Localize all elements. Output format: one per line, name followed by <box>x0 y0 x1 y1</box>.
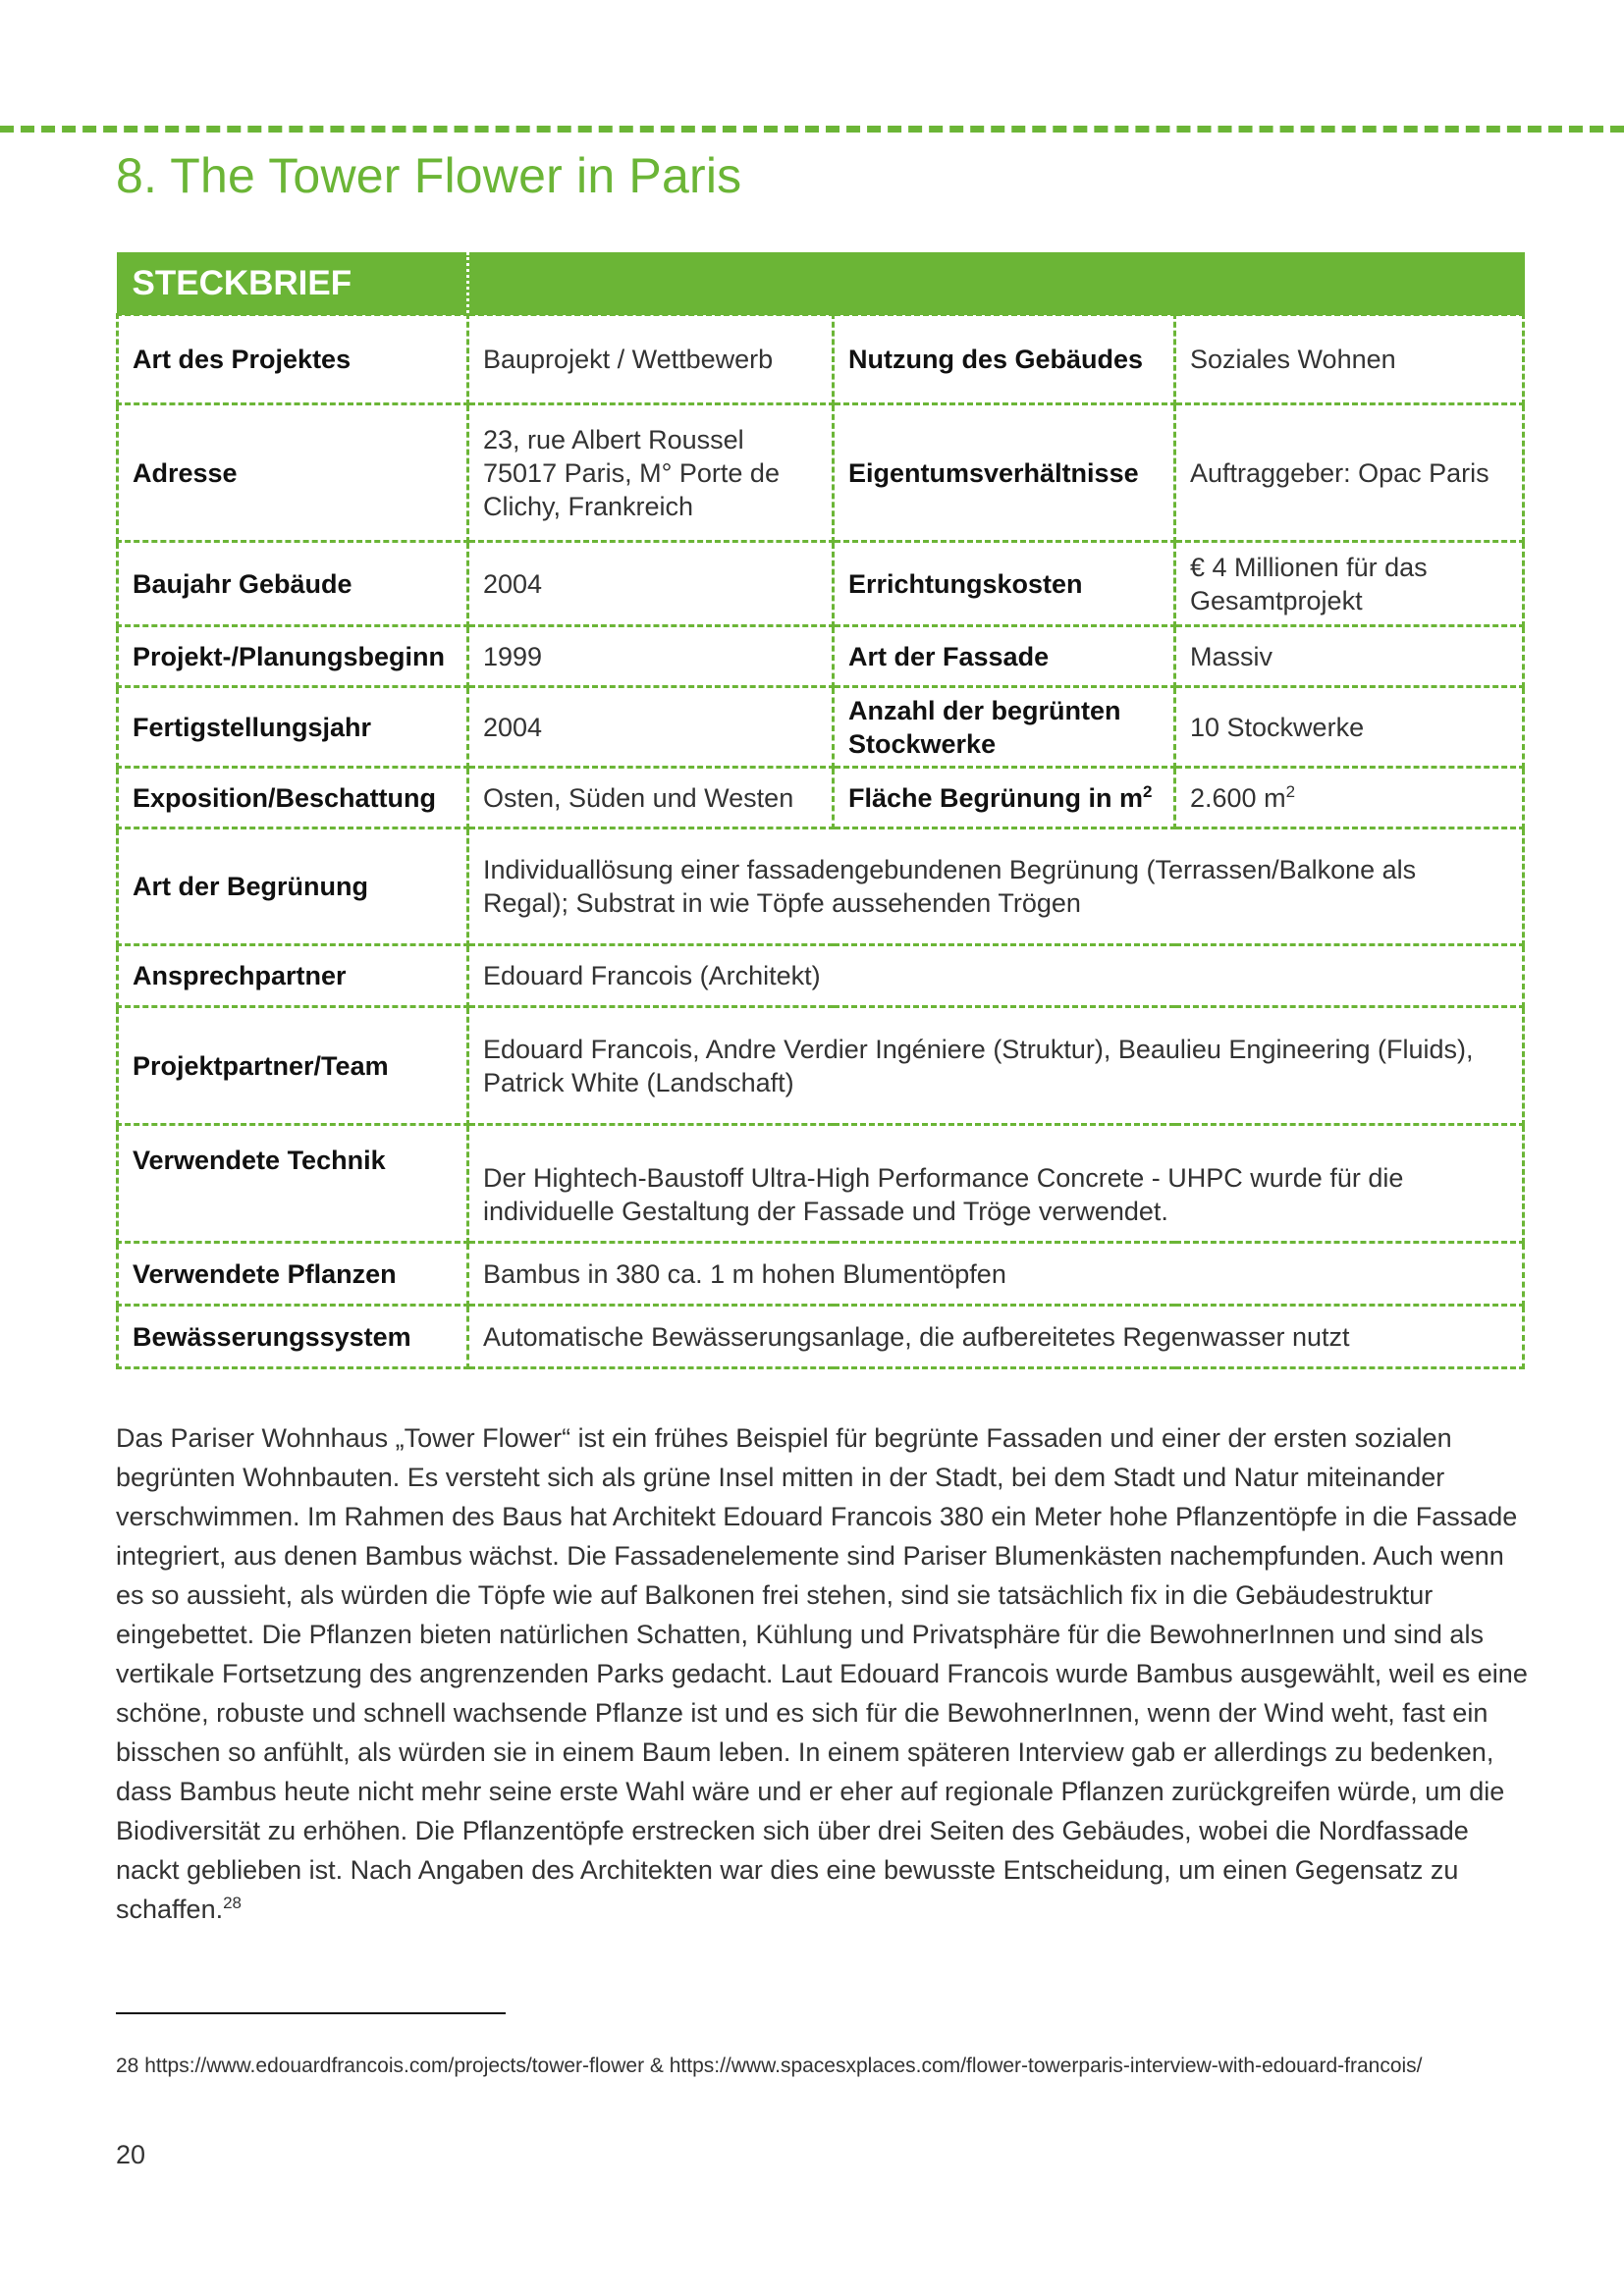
planning-start-value: 1999 <box>468 626 834 687</box>
plants-label: Verwendete Pflanzen <box>118 1243 468 1306</box>
team-label: Projektpartner/Team <box>118 1007 468 1125</box>
address-label: Adresse <box>118 404 468 542</box>
page-number: 20 <box>116 2140 146 2169</box>
exposure-value: Osten, Süden und Westen <box>468 768 834 828</box>
footnote-divider <box>116 2012 506 2014</box>
build-year-label: Baujahr Gebäude <box>118 542 468 626</box>
team-value: Edouard Francois, Andre Verdier Ingéniere (Struktur), Beaulieu Engineering (Fluids), Patrick White (Landschaft) <box>468 1007 1524 1125</box>
address-line: 23, rue Albert Roussel <box>483 424 744 454</box>
address-line: 75017 Paris, M° Porte de <box>483 457 780 488</box>
plants-value: Bambus in 380 ca. 1 m hohen Blumentöpfen <box>468 1243 1524 1306</box>
facade-type-value: Massiv <box>1175 626 1524 687</box>
build-year-value: 2004 <box>468 542 834 626</box>
green-area-label <box>834 768 1175 828</box>
footnote-ref[interactable]: 28 <box>223 1894 243 1912</box>
irrigation-value: Automatische Bewässerungsanlage, die aufbereitetes Regenwasser nutzt <box>468 1306 1524 1368</box>
usage-value: Soziales Wohnen <box>1175 315 1524 404</box>
factsheet-heading: STECKBRIEF <box>118 253 468 315</box>
body-paragraph <box>116 1418 1530 1929</box>
ownership-value: Auftraggeber: Opac Paris <box>1175 404 1524 542</box>
factsheet-header-row <box>118 253 1524 315</box>
table-row <box>118 626 1524 687</box>
greening-type-value: Individuallösung einer fassadengebundenen Begrünung (Terrassen/Balkone als Regal); Substrat in wie Töpfe aussehenden Trögen <box>468 828 1524 945</box>
table-row <box>118 315 1524 404</box>
factsheet-header-fill <box>468 253 1524 315</box>
exposure-label: Exposition/Beschattung <box>118 768 468 828</box>
green-area-value-sup: 2 <box>1285 781 1296 801</box>
table-row <box>118 945 1524 1007</box>
table-row <box>118 1007 1524 1125</box>
top-dashed-rule <box>0 126 1624 133</box>
footnote: 28 https://www.edouardfrancois.com/projects/tower-flower & https://www.spacesxplaces.com/flower-towerparis-interview-with-edouard-francois/ <box>116 2055 1423 2077</box>
table-row <box>118 828 1524 945</box>
planning-start-label: Projekt-/Planungsbeginn <box>118 626 468 687</box>
usage-label: Nutzung des Gebäudes <box>834 315 1175 404</box>
address-line: Clichy, Frankreich <box>483 491 694 521</box>
ownership-label: Eigentumsverhältnisse <box>834 404 1175 542</box>
table-row <box>118 687 1524 768</box>
facade-type-label: Art der Fassade <box>834 626 1175 687</box>
green-area-label-sup: 2 <box>1143 781 1153 801</box>
project-type-value: Bauprojekt / Wettbewerb <box>468 315 834 404</box>
green-floors-label-line: Stockwerke <box>848 728 997 759</box>
technology-value: Der Hightech-Baustoff Ultra-High Performance Concrete - UHPC wurde für die individuelle Gestaltung der Fassade und Tröge verwendet. <box>468 1125 1524 1243</box>
table-row <box>118 542 1524 626</box>
green-floors-value: 10 Stockwerke <box>1175 687 1524 768</box>
green-area-label-text: Fläche Begrünung in m <box>848 782 1144 813</box>
table-row <box>118 1125 1524 1243</box>
cost-value <box>1175 542 1524 626</box>
cost-label: Errichtungskosten <box>834 542 1175 626</box>
table-row <box>118 1306 1524 1368</box>
irrigation-label: Bewässerungssystem <box>118 1306 468 1368</box>
body-text: Das Pariser Wohnhaus „Tower Flower“ ist ein frühes Beispiel für begrünte Fassaden und einer der ersten sozialen begrünten Wohnbauten. Es versteht sich als grüne Insel mitten in der Stadt, bei dem Stadt und Natur miteinander verschwimmen. Im Rahmen des Baus hat Architekt Edouard Francois 380 ein Meter hohe Pflanzentöpfe in die Fassade integriert, aus denen Bambus wächst. Die Fassadenelemente sind Pariser Blumenkästen nachempfunden. Auch wenn es so aussieht, als würden die Töpfe wie auf Balkonen frei stehen, sind sie tatsächlich fix in die Gebäudestruktur eingebettet. Die Pflanzen bieten natürlichen Schatten, Kühlung und Privatsphäre für die BewohnerInnen und sind als vertikale Fortsetzung des angrenzenden Parks gedacht. Laut Edouard Francois wurde Bambus ausgewählt, weil es eine schöne, robuste und schnell wachsende Pflanze ist und es sich für die BewohnerInnen, wenn der Wind weht, fast ein bisschen so anfühlt, als würden sie in einem Baum leben. In einem späteren Interview gab er allerdings zu bedenken, dass Bambus heute nicht mehr seine erste Wahl wäre und er eher auf regionale Pflanzen zurückgreifen würde, um die Biodiversität zu erhöhen. Die Pflanzentöpfe erstrecken sich über drei Seiten des Gebäudes, wobei die Nordfassade nackt geblieben ist. Nach Angaben des Architekten war dies eine bewusste Entscheidung, um einen Gegensatz zu schaffen. <box>116 1423 1528 1924</box>
factsheet-table <box>116 252 1525 1369</box>
green-floors-label <box>834 687 1175 768</box>
table-row <box>118 404 1524 542</box>
page-title: 8. The Tower Flower in Paris <box>116 148 742 203</box>
completion-value: 2004 <box>468 687 834 768</box>
technology-label: Verwendete Technik <box>118 1125 468 1243</box>
green-area-value-text: 2.600 m <box>1190 782 1286 813</box>
address-value <box>468 404 834 542</box>
table-row <box>118 1243 1524 1306</box>
cost-line: € 4 Millionen für das <box>1190 552 1428 582</box>
green-floors-label-line: Anzahl der begrünten <box>848 695 1121 725</box>
cost-line: Gesamtprojekt <box>1190 585 1363 615</box>
contact-label: Ansprechpartner <box>118 945 468 1007</box>
contact-value: Edouard Francois (Architekt) <box>468 945 1524 1007</box>
green-area-value <box>1175 768 1524 828</box>
project-type-label: Art des Projektes <box>118 315 468 404</box>
table-row <box>118 768 1524 828</box>
greening-type-label: Art der Begrünung <box>118 828 468 945</box>
completion-label: Fertigstellungsjahr <box>118 687 468 768</box>
